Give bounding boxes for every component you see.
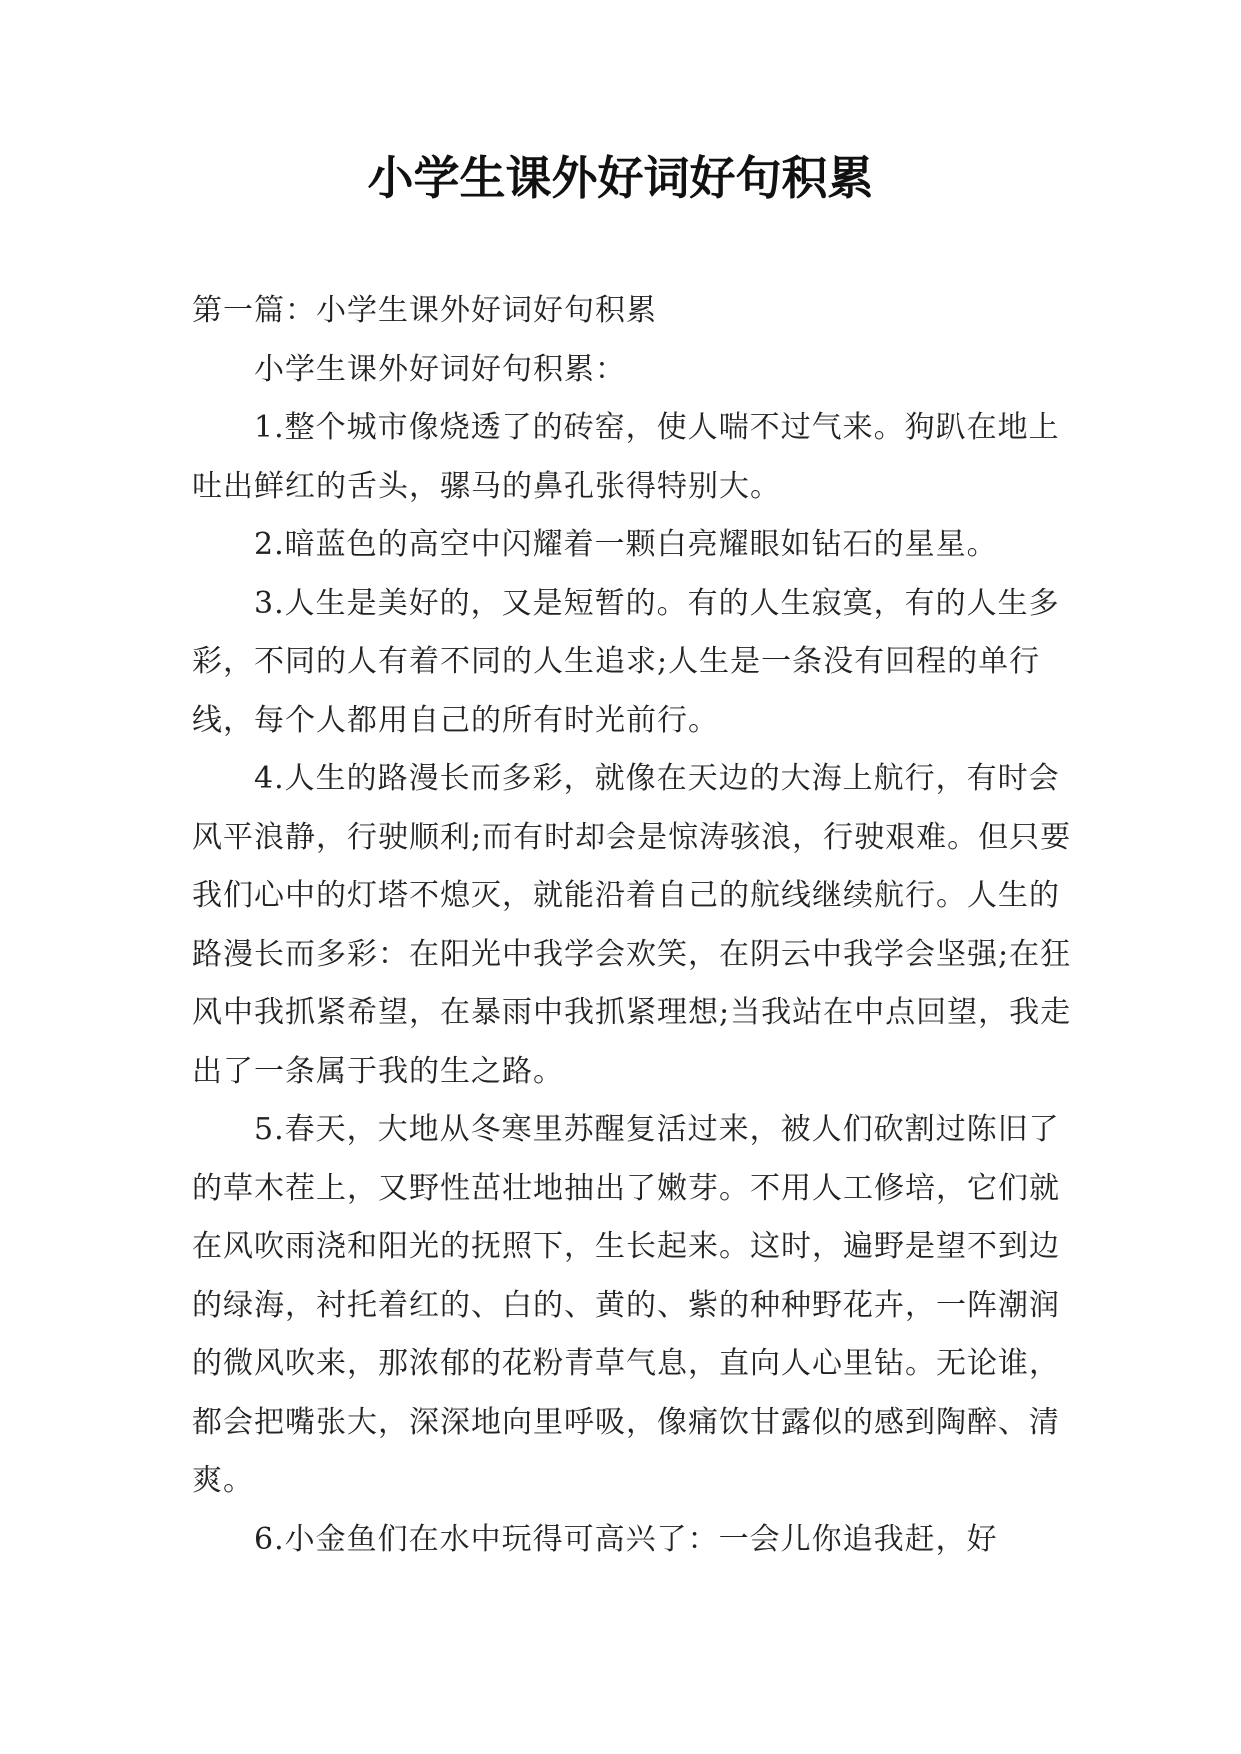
heading-paragraph: 第一篇：小学生课外好词好句积累 bbox=[192, 293, 657, 328]
document-body bbox=[192, 282, 1072, 1569]
sentence-paragraph-5: 5.春天，大地从冬寒里苏醒复活过来，被人们砍割过陈旧了的草木茬上，又野性茁壮地抽出了嫩芽。不用人工修培，它们就在风吹雨浇和阳光的抚照下，生长起来。这时，遍野是望不到边的绿海，衬托着红的、白的、黄的、紫的种种野花卉，一阵潮润的微风吹来，那浓郁的花粉青草气息，直向人心里钻。无论谁，都会把嘴张大，深深地向里呼吸，像痛饮甘露似的感到陶醉、清爽。 bbox=[192, 1112, 1060, 1498]
sentence-paragraph-1: 1.整个城市像烧透了的砖窑，使人喘不过气来。狗趴在地上吐出鲜红的舌头，骡马的鼻孔张得特别大。 bbox=[192, 410, 1060, 504]
sentence-paragraph-2: 2.暗蓝色的高空中闪耀着一颗白亮耀眼如钻石的星星。 bbox=[254, 527, 998, 562]
sentence-paragraph-6: 6.小金鱼们在水中玩得可高兴了：一会儿你追我赶，好 bbox=[254, 1521, 998, 1557]
document-title: 小学生课外好词好句积累 bbox=[367, 151, 874, 205]
intro-paragraph: 小学生课外好词好句积累： bbox=[254, 351, 626, 387]
sentence-paragraph-4: 4.人生的路漫长而多彩，就像在天边的大海上航行，有时会风平浪静，行驶顺利;而有时却会是惊涛骇浪，行驶艰难。但只要我们心中的灯塔不熄灭，就能沿着自己的航线继续航行。人生的路漫长而多彩：在阳光中我学会欢笑，在阴云中我学会坚强;在狂风中我抓紧希望，在暴雨中我抓紧理想;当我站在中点回望，我走出了一条属于我的生之路。 bbox=[192, 761, 1072, 1089]
sentence-paragraph-3: 3.人生是美好的，又是短暂的。有的人生寂寞，有的人生多彩，不同的人有着不同的人生追求;人生是一条没有回程的单行线，每个人都用自己的所有时光前行。 bbox=[192, 585, 1060, 738]
